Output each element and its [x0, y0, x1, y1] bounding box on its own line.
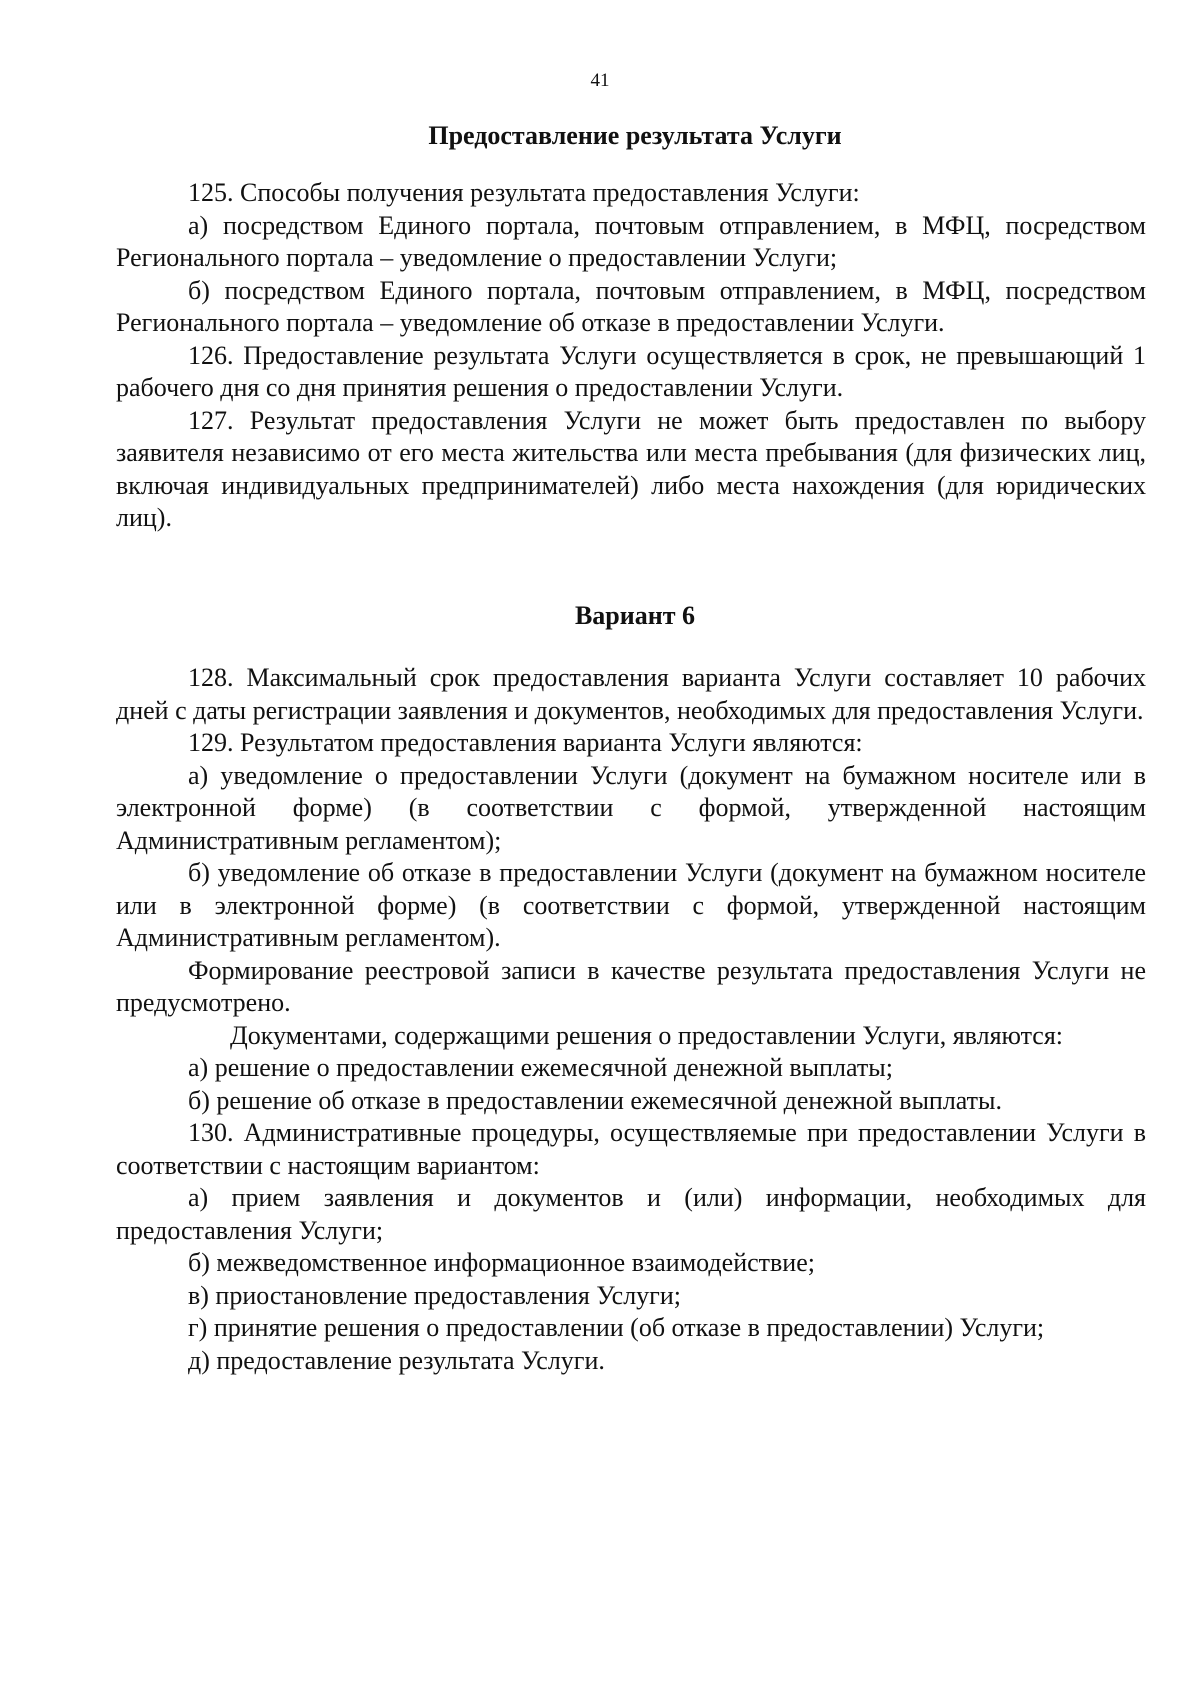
section-body-variant-6 [116, 662, 1146, 1377]
paragraph-decision-documents: Документами, содержащими решения о предоставлении Услуги, являются: [230, 1020, 1064, 1050]
paragraph-129-a: а) уведомление о предоставлении Услуги (документ на бумажном носителе или в электронной форме) (в соответствии с формой, утвержденной настоящим Административным регламентом); [116, 760, 1146, 855]
section-body-result [116, 177, 1146, 535]
paragraph-registry-note: Формирование реестровой записи в качестве результата предоставления Услуги не предусмотрено. [116, 955, 1146, 1017]
paragraph-130-d: д) предоставление результата Услуги. [188, 1345, 605, 1375]
paragraph-125-b: б) посредством Единого портала, почтовым отправлением, в МФЦ, посредством Регионального портала – уведомление об отказе в предоставлении Услуги. [116, 275, 1146, 337]
section-title-variant-6: Вариант 6 [574, 601, 696, 630]
paragraph-130-g: г) принятие решения о предоставлении (об отказе в предоставлении) Услуги; [188, 1313, 1045, 1342]
page-number: 41 [590, 70, 610, 91]
paragraph-127: 127. Результат предоставления Услуги не может быть предоставлен по выбору заявителя независимо от его места жительства или места пребывания (для физических лиц, включая индивидуальных предпринимателей) либо места нахождения (для юридических лиц). [116, 405, 1146, 532]
paragraph-130: 130. Административные процедуры, осуществляемые при предоставлении Услуги в соответствии с настоящим вариантом: [116, 1118, 1146, 1180]
paragraph-128: 128. Максимальный срок предоставления варианта Услуги составляет 10 рабочих дней с даты регистрации заявления и документов, необходимых для предоставления Услуги. [116, 663, 1146, 725]
paragraph-125-a: а) посредством Единого портала, почтовым отправлением, в МФЦ, посредством Регионального портала – уведомление о предоставлении Услуги; [116, 210, 1146, 272]
paragraph-129-b: б) уведомление об отказе в предоставлении Услуги (документ на бумажном носителе или в электронной форме) (в соответствии с формой, утвержденной настоящим Административным регламентом). [116, 858, 1146, 952]
paragraph-130-b: б) межведомственное информационное взаимодействие; [188, 1248, 815, 1277]
paragraph-130-a: а) прием заявления и документов и (или) информации, необходимых для предоставления Услуги; [116, 1183, 1146, 1245]
paragraph-129: 129. Результатом предоставления варианта Услуги являются: [188, 728, 863, 757]
paragraph-130-v: в) приостановление предоставления Услуги; [188, 1280, 681, 1310]
paragraph-125: 125. Способы получения результата предоставления Услуги: [188, 178, 860, 207]
paragraph-decision-a: а) решение о предоставлении ежемесячной денежной выплаты; [188, 1053, 893, 1082]
paragraph-decision-b: б) решение об отказе в предоставлении ежемесячной денежной выплаты. [188, 1085, 1002, 1115]
paragraph-126: 126. Предоставление результата Услуги осуществляется в срок, не превышающий 1 рабочего дня со дня принятия решения о предоставлении Услуги. [116, 340, 1146, 402]
section-title-result: Предоставление результата Услуги [428, 121, 842, 150]
